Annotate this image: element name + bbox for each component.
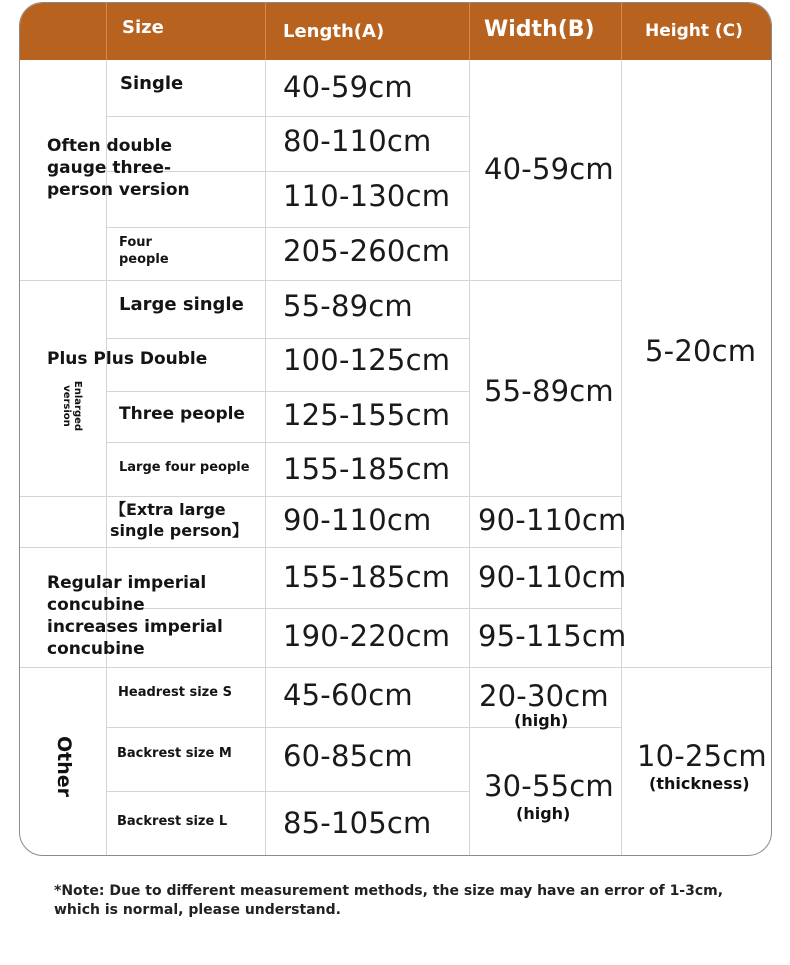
width-extra-large: 90-110cm	[478, 503, 627, 537]
width-regular-2: 95-115cm	[478, 619, 627, 653]
size-backrest-l: Backrest size L	[117, 814, 228, 829]
width-backrest: 30-55cm	[484, 769, 614, 803]
group-often-label: Often double gauge three-person version	[47, 136, 190, 200]
grid-line	[20, 496, 621, 497]
length-four-people: 205-260cm	[283, 234, 451, 268]
table-header	[20, 3, 771, 60]
grid-line	[106, 116, 469, 117]
size-four-people: Four people	[119, 235, 169, 267]
grid-line	[20, 667, 771, 668]
grid-line	[20, 547, 621, 548]
length-often-three: 110-130cm	[283, 179, 451, 213]
grid-line	[265, 791, 469, 792]
length-headrest: 45-60cm	[283, 678, 413, 712]
header-divider	[106, 3, 107, 60]
length-regular-2: 190-220cm	[283, 619, 451, 653]
length-often-double: 80-110cm	[283, 124, 432, 158]
width-headrest-note: (high)	[514, 711, 569, 730]
header-length: Length(A)	[283, 21, 385, 42]
width-often: 40-59cm	[484, 152, 614, 186]
group-other-label: Other	[53, 736, 75, 798]
grid-line	[106, 442, 469, 443]
group-plus-label: Plus Plus Double	[47, 349, 208, 369]
header-width: Width(B)	[484, 17, 595, 42]
header-divider	[621, 3, 622, 60]
header-height: Height (C)	[645, 21, 743, 41]
length-large-single: 55-89cm	[283, 289, 413, 323]
size-backrest-m: Backrest size M	[117, 746, 232, 761]
width-plus: 55-89cm	[484, 374, 614, 408]
height-other: 10-25cm	[637, 739, 767, 773]
size-headrest-s: Headrest size S	[118, 685, 232, 700]
height-other-note: (thickness)	[649, 774, 750, 793]
group-plus-vertical: Enlarged version	[61, 380, 83, 432]
height-main: 5-20cm	[645, 334, 757, 368]
length-three-people: 125-155cm	[283, 398, 451, 432]
length-extra-large: 90-110cm	[283, 503, 432, 537]
length-single: 40-59cm	[283, 70, 413, 104]
length-backrest-m: 60-85cm	[283, 739, 413, 773]
grid-line	[20, 280, 621, 281]
length-large-four: 155-185cm	[283, 452, 451, 486]
length-backrest-l: 85-105cm	[283, 806, 432, 840]
width-headrest: 20-30cm	[479, 679, 609, 713]
grid-line	[469, 60, 470, 855]
grid-line	[106, 791, 266, 792]
length-regular-1: 155-185cm	[283, 560, 451, 594]
size-table	[19, 2, 772, 856]
size-extra-large-single: 【Extra large single person】	[110, 500, 248, 540]
size-large-single: Large single	[119, 294, 244, 315]
grid-line	[621, 60, 622, 855]
group-regular-label: Regular imperial concubine increases imperial concubine	[47, 573, 223, 659]
size-large-four-people: Large four people	[119, 460, 250, 475]
width-backrest-note: (high)	[516, 804, 571, 823]
grid-line	[106, 227, 469, 228]
grid-line	[106, 338, 469, 339]
grid-line	[265, 60, 266, 855]
size-three-people: Three people	[119, 404, 245, 424]
grid-line	[106, 391, 469, 392]
length-plus-double: 100-125cm	[283, 343, 451, 377]
size-single: Single	[120, 73, 184, 94]
footnote: *Note: Due to different measurement methods, the size may have an error of 1-3cm, which is normal, please understand.	[54, 883, 724, 918]
header-divider	[469, 3, 470, 60]
header-size: Size	[122, 17, 164, 38]
header-divider	[265, 3, 266, 60]
width-regular-1: 90-110cm	[478, 560, 627, 594]
